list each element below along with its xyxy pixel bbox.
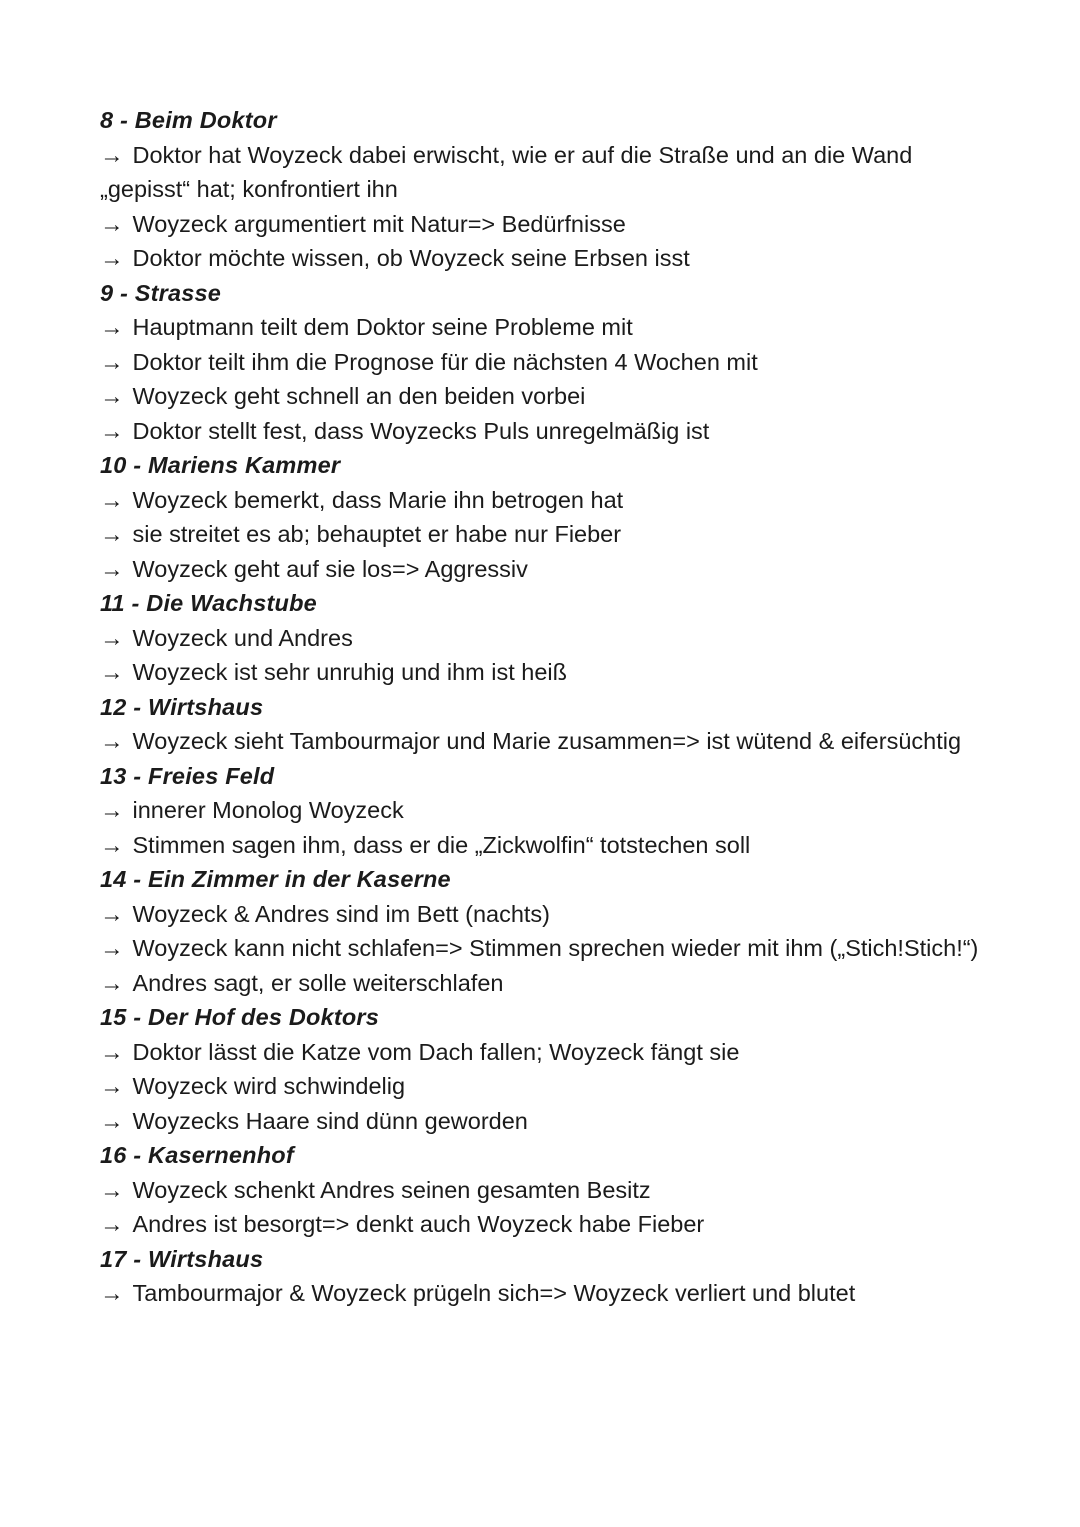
arrow-bullet-icon: → bbox=[100, 1176, 124, 1203]
bullet-text: Woyzeck wird schwindelig bbox=[132, 1073, 406, 1099]
arrow-bullet-icon: → bbox=[100, 486, 124, 513]
section-heading: 9 - Strasse bbox=[100, 279, 222, 306]
bullet-text: Woyzeck ist sehr unruhig und ihm ist heiß bbox=[132, 659, 567, 685]
section-heading: 14 - Ein Zimmer in der Kaserne bbox=[100, 866, 451, 892]
bullet-item bbox=[100, 1276, 980, 1311]
section-heading: 12 - Wirtshaus bbox=[100, 693, 264, 720]
bullet-text: Woyzeck bemerkt, dass Marie ihn betrogen hat bbox=[132, 486, 624, 513]
bullet-text: Doktor hat Woyzeck dabei erwischt, wie er auf die Straße und an die Wand „gepisst“ hat; konfrontiert ihn bbox=[100, 141, 913, 202]
arrow-bullet-icon: → bbox=[100, 900, 124, 927]
bullet-text: Woyzeck schenkt Andres seinen gesamten Besitz bbox=[132, 1176, 651, 1203]
arrow-bullet-icon: → bbox=[100, 314, 124, 340]
arrow-bullet-icon: → bbox=[100, 969, 124, 996]
arrow-bullet-icon: → bbox=[100, 210, 124, 237]
arrow-bullet-icon: → bbox=[100, 659, 124, 685]
bullet-item bbox=[100, 621, 980, 656]
bullet-text: Doktor lässt die Katze vom Dach fallen; Woyzeck fängt sie bbox=[132, 1038, 740, 1065]
bullet-item bbox=[100, 931, 980, 966]
arrow-bullet-icon: → bbox=[100, 797, 124, 823]
bullet-item bbox=[100, 345, 980, 380]
bullet-item bbox=[100, 1069, 980, 1104]
arrow-bullet-icon: → bbox=[100, 935, 124, 961]
bullet-text: Woyzeck & Andres sind im Bett (nachts) bbox=[132, 900, 551, 927]
bullet-item bbox=[100, 966, 980, 1001]
bullet-text: Woyzeck sieht Tambourmajor und Marie zusammen=> ist wütend & eifersüchtig bbox=[132, 728, 962, 754]
bullet-text: Stimmen sagen ihm, dass er die „Zickwolfin“ totstechen soll bbox=[132, 831, 751, 858]
arrow-bullet-icon: → bbox=[100, 383, 124, 409]
bullet-item bbox=[100, 552, 980, 587]
arrow-bullet-icon: → bbox=[100, 624, 124, 651]
bullet-item bbox=[100, 483, 980, 518]
arrow-bullet-icon: → bbox=[100, 521, 124, 547]
bullet-item bbox=[100, 241, 980, 276]
bullet-text: sie streitet es ab; behauptet er habe nur Fieber bbox=[132, 521, 622, 547]
bullet-text: Woyzecks Haare sind dünn geworden bbox=[132, 1107, 528, 1134]
bullet-item bbox=[100, 517, 980, 552]
bullet-text: Woyzeck geht auf sie los=> Aggressiv bbox=[132, 555, 528, 582]
bullet-item bbox=[100, 310, 980, 345]
arrow-bullet-icon: → bbox=[100, 348, 124, 375]
bullet-text: Doktor teilt ihm die Prognose für die nächsten 4 Wochen mit bbox=[132, 348, 758, 375]
bullet-item bbox=[100, 724, 980, 759]
bullet-text: Doktor stellt fest, dass Woyzecks Puls unregelmäßig ist bbox=[132, 417, 710, 444]
arrow-bullet-icon: → bbox=[100, 1107, 124, 1134]
bullet-item bbox=[100, 1207, 980, 1242]
section-heading: 16 - Kasernenhof bbox=[100, 1142, 294, 1168]
bullet-item bbox=[100, 207, 980, 242]
section-heading: 13 - Freies Feld bbox=[100, 762, 275, 789]
arrow-bullet-icon: → bbox=[100, 728, 124, 754]
bullet-item bbox=[100, 414, 980, 449]
section-heading: 8 - Beim Doktor bbox=[100, 107, 277, 133]
arrow-bullet-icon: → bbox=[100, 1073, 124, 1099]
bullet-text: Andres ist besorgt=> denkt auch Woyzeck habe Fieber bbox=[132, 1211, 705, 1237]
bullet-text: Woyzeck geht schnell an den beiden vorbei bbox=[132, 383, 586, 409]
arrow-bullet-icon: → bbox=[100, 245, 124, 271]
section-heading: 11 - Die Wachstube bbox=[100, 590, 317, 616]
section-heading: 15 - Der Hof des Doktors bbox=[100, 1004, 380, 1030]
bullet-text: Woyzeck kann nicht schlafen=> Stimmen sprechen wieder mit ihm („Stich!Stich!“) bbox=[132, 935, 979, 961]
arrow-bullet-icon: → bbox=[100, 1280, 124, 1306]
arrow-bullet-icon: → bbox=[100, 1038, 124, 1065]
bullet-text: Andres sagt, er solle weiterschlafen bbox=[132, 969, 504, 996]
document-content bbox=[100, 103, 980, 1311]
bullet-text: Doktor möchte wissen, ob Woyzeck seine Erbsen isst bbox=[132, 245, 690, 271]
arrow-bullet-icon: → bbox=[100, 417, 124, 444]
bullet-text: Hauptmann teilt dem Doktor seine Probleme mit bbox=[132, 314, 633, 340]
section-heading: 17 - Wirtshaus bbox=[100, 1245, 264, 1272]
bullet-item bbox=[100, 1173, 980, 1208]
bullet-text: Woyzeck und Andres bbox=[132, 624, 353, 651]
bullet-text: innerer Monolog Woyzeck bbox=[132, 797, 404, 823]
arrow-bullet-icon: → bbox=[100, 555, 124, 582]
bullet-item bbox=[100, 1035, 980, 1070]
bullet-item bbox=[100, 655, 980, 690]
bullet-text: Woyzeck argumentiert mit Natur=> Bedürfnisse bbox=[132, 210, 626, 237]
arrow-bullet-icon: → bbox=[100, 1211, 124, 1237]
bullet-item bbox=[100, 897, 980, 932]
bullet-item bbox=[100, 828, 980, 863]
bullet-text: Tambourmajor & Woyzeck prügeln sich=> Woyzeck verliert und blutet bbox=[132, 1280, 856, 1306]
bullet-item bbox=[100, 379, 980, 414]
arrow-bullet-icon: → bbox=[100, 141, 124, 168]
section-heading: 10 - Mariens Kammer bbox=[100, 452, 341, 478]
bullet-item bbox=[100, 1104, 980, 1139]
bullet-item bbox=[100, 793, 980, 828]
bullet-item bbox=[100, 138, 980, 207]
arrow-bullet-icon: → bbox=[100, 831, 124, 858]
